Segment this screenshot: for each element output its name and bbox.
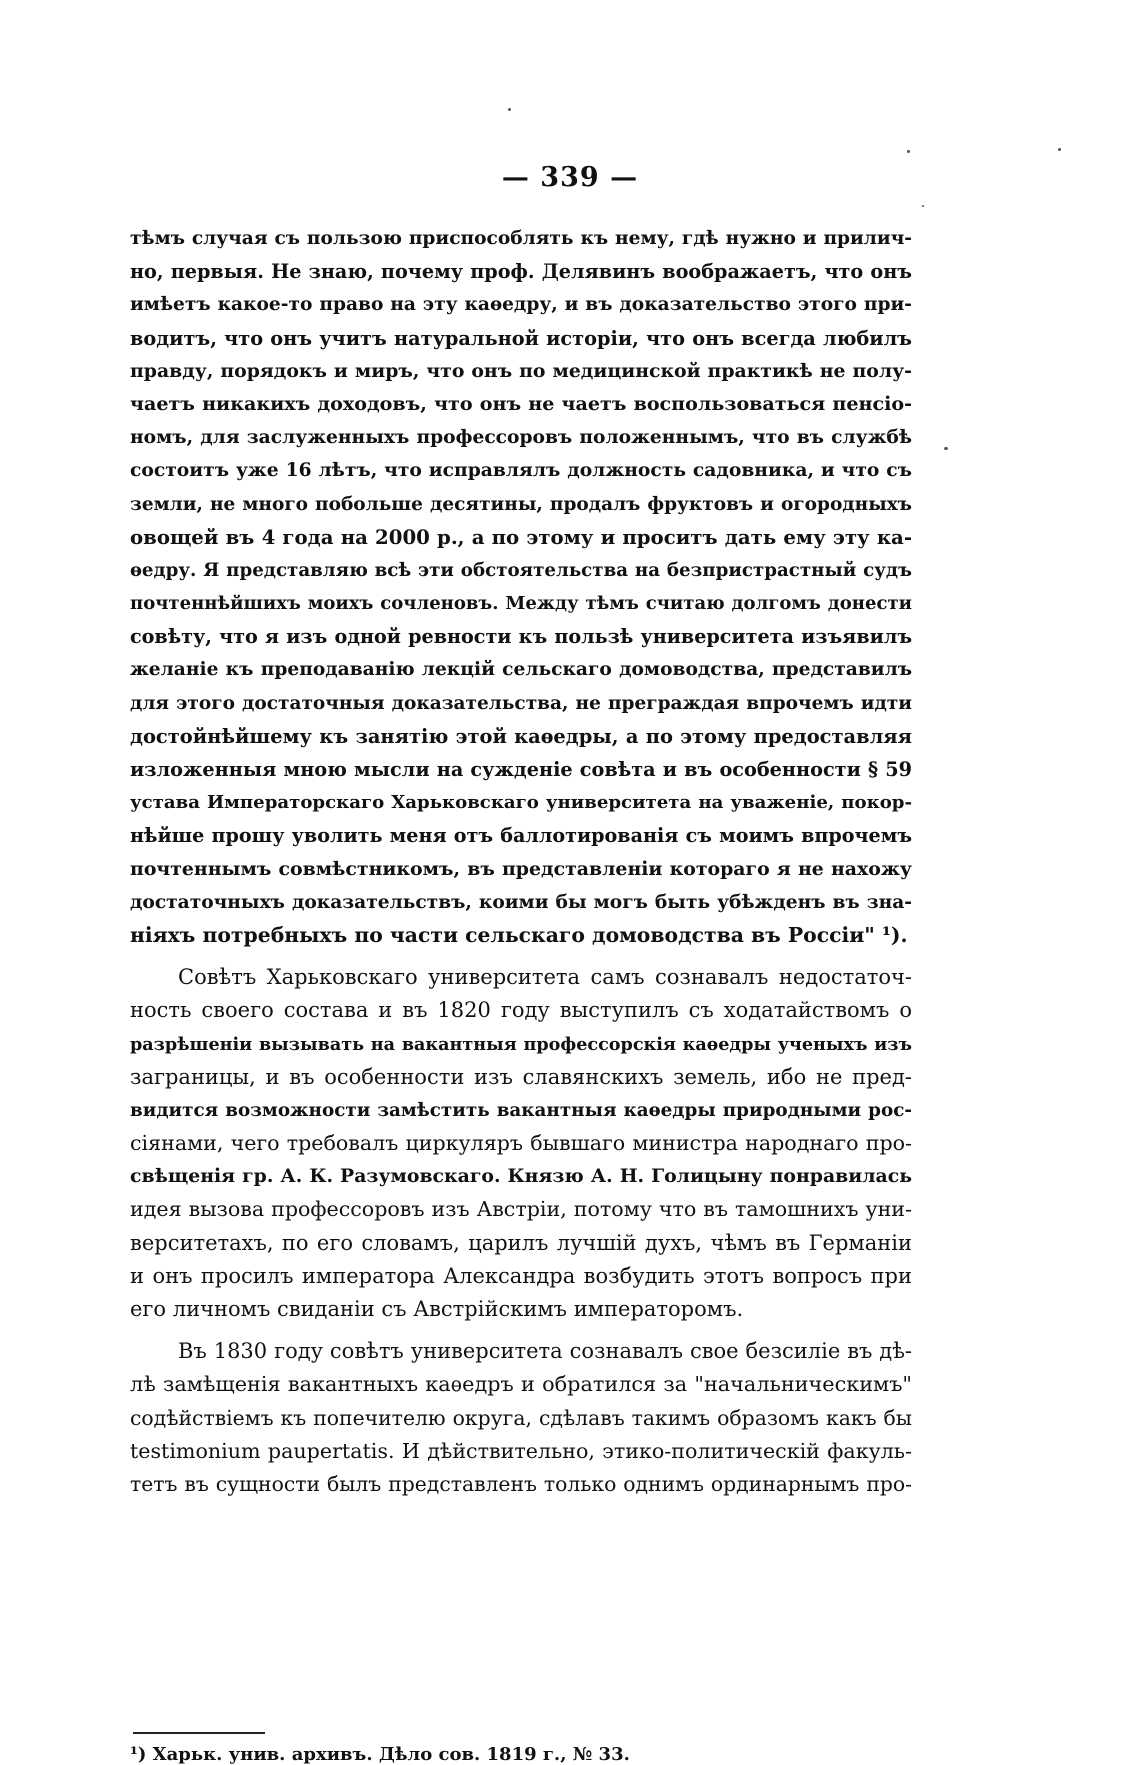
text-line: идея вызова профессоровъ изъ Австріи, потому что въ тамошнихъ уни-: [130, 1197, 912, 1222]
text-line: и онъ просилъ императора Александра возбудить этотъ вопросъ при: [130, 1263, 912, 1288]
text-line: достойнѣйшему къ занятію этой каѳедры, а по этому предоставляя: [130, 724, 912, 748]
text-line: разрѣшеніи вызывать на вакантныя профессорскія каѳедры ученыхъ изъ: [130, 1033, 912, 1055]
text-line: ѳедру. Я представляю всѣ эти обстоятельства на безпристрастный судъ: [130, 559, 912, 581]
text-line: нѣйше прошу уволить меня отъ баллотированія съ моимъ впрочемъ: [130, 824, 912, 848]
text-line: ность своего состава и въ 1820 году выступилъ съ ходатайствомъ о: [130, 998, 912, 1023]
text-line: имѣетъ какое-то право на эту каѳедру, и въ доказательство этого при-: [130, 294, 912, 316]
text-line: тѣмъ случая съ пользою приспособлять къ нему, гдѣ нужно и прилич-: [130, 228, 912, 249]
paragraph-gap: [130, 1326, 912, 1335]
text-line: тетъ въ сущности былъ представленъ только однимъ ординарнымъ про-: [130, 1471, 912, 1496]
text-line: лѣ замѣщенія вакантныхъ каѳедръ и обратился за "начальническимъ": [130, 1372, 912, 1397]
paragraph-gap: [130, 952, 912, 961]
text-line: но, первыя. Не знаю, почему проф. Делявинъ воображаетъ, что онъ: [130, 260, 912, 284]
text-line: изложенныя мною мысли на сужденіе совѣта и въ особенности § 59: [130, 758, 912, 781]
text-line: верситетахъ, по его словамъ, царилъ лучшій духъ, чѣмъ въ Германіи: [130, 1230, 912, 1255]
scan-speck: [944, 447, 948, 450]
text-line: земли, не много побольше десятины, продалъ фруктовъ и огородныхъ: [130, 493, 912, 515]
text-line: заграницы, и въ особенности изъ славянскихъ земель, ибо не пред-: [130, 1064, 912, 1089]
scan-speck: [1058, 148, 1061, 151]
text-line: водитъ, что онъ учитъ натуральной исторіи, что онъ всегда любилъ: [130, 326, 912, 350]
text-line: совѣту, что я изъ одной ревности къ пользѣ университета изъявилъ: [130, 625, 912, 649]
text-line: устава Императорскаго Харьковскаго университета на уваженіе, покор-: [130, 792, 912, 814]
text-line: состоитъ уже 16 лѣтъ, что исправлялъ должность садовника, и что съ: [130, 459, 912, 482]
scan-speck: [907, 150, 910, 153]
text-line: сіянами, чего требовалъ циркуляръ бывшаго министра народнаго про-: [130, 1131, 912, 1156]
text-line: желаніе къ преподаванію лекцій сельскаго домоводства, представилъ: [130, 658, 912, 681]
text-line: содѣйствіемъ къ попечителю округа, сдѣлавъ такимъ образомъ какъ бы: [130, 1405, 912, 1430]
scan-speck: [922, 205, 924, 207]
body-text: [130, 222, 912, 1501]
text-line: testimonium paupertatis. И дѣйствительно, этико-политическій факуль-: [130, 1438, 912, 1463]
text-line: правду, порядокъ и миръ, что онъ по медицинской практикѣ не полу-: [130, 359, 912, 382]
text-line: почтеннѣйшихъ моихъ сочленовъ. Между тѣмъ считаю долгомъ донести: [130, 593, 912, 615]
text-line: номъ, для заслуженныхъ профессоровъ положеннымъ, что въ службѣ: [130, 426, 912, 449]
text-line: его личномъ свиданіи съ Австрійскимъ императоромъ.: [130, 1297, 744, 1321]
footnote-rule: [133, 1732, 265, 1734]
footnote: ¹) Харьк. унив. архивъ. Дѣло сов. 1819 г., № 33.: [130, 1744, 630, 1765]
text-line: для этого достаточныя доказательства, не преграждая впрочемъ идти: [130, 692, 912, 714]
text-line: достаточныхъ доказательствъ, коими бы могъ быть убѣжденъ въ зна-: [130, 891, 912, 913]
text-line: видится возможности замѣстить вакантныя каѳедры природными рос-: [130, 1099, 912, 1121]
page-number: — 339 —: [501, 162, 639, 193]
text-line: Совѣтъ Харьковскаго университета самъ сознавалъ недостаточ-: [178, 965, 912, 990]
scan-speck: [508, 108, 511, 111]
text-line: ніяхъ потребныхъ по части сельскаго домоводства въ Россіи" ¹).: [130, 922, 908, 947]
text-line: чаетъ никакихъ доходовъ, что онъ не чаетъ воспользоваться пенсіо-: [130, 392, 912, 415]
text-line: Въ 1830 году совѣтъ университета сознавалъ свое безсиліе въ дѣ-: [178, 1339, 912, 1364]
text-line: почтеннымъ совмѣстникомъ, въ представленіи котораго я не нахожу: [130, 857, 912, 880]
text-line: свѣщенія гр. А. К. Разумовскаго. Князю А. Н. Голицыну понравилась: [130, 1165, 912, 1188]
text-line: овощей въ 4 года на 2000 р., а по этому и проситъ дать ему эту ка-: [130, 524, 912, 549]
